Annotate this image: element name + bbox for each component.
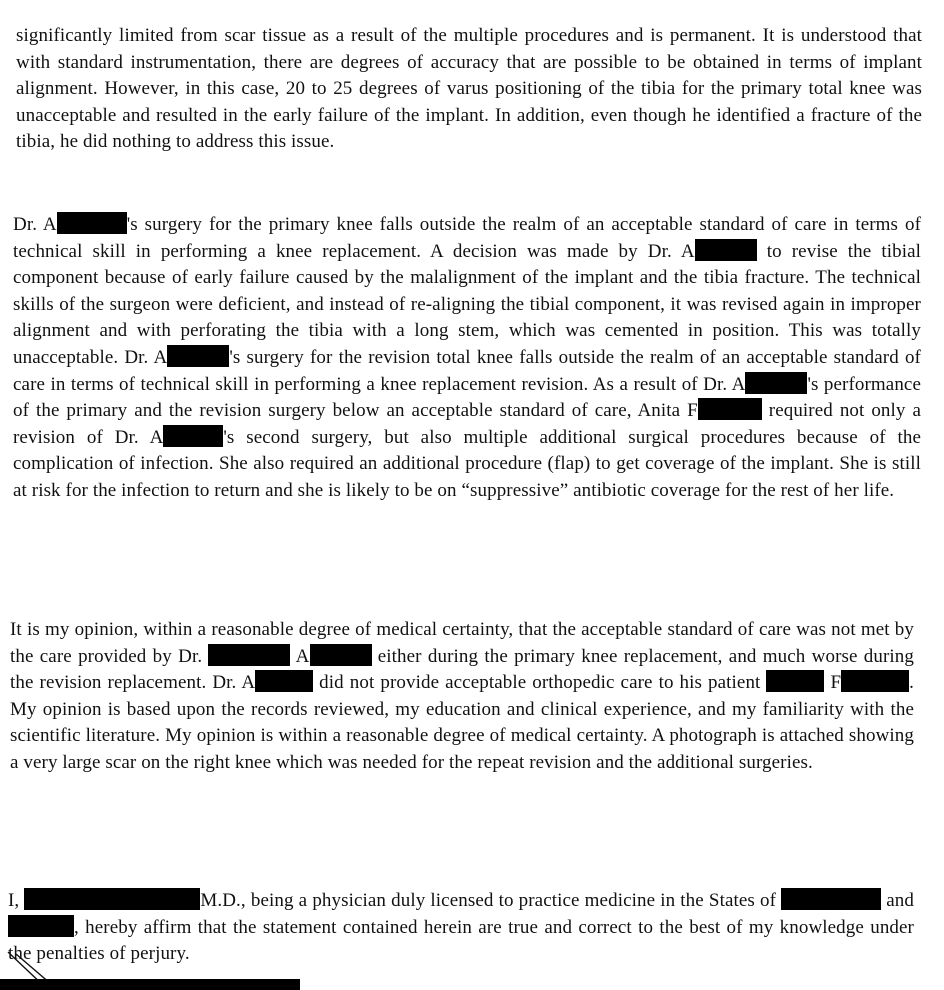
text-segment: 's surgery for the primary knee falls outside the realm of an acceptable standard of care in terms of technical skill in performing a knee replacement. A decision was made by Dr. A	[13, 214, 921, 262]
paragraph-affirmation	[8, 888, 914, 968]
redaction-bar	[310, 644, 372, 666]
text-segment: and	[881, 890, 914, 911]
text-segment: A	[290, 645, 310, 667]
text-segment: 's surgery for the revision total knee falls outside the realm of an acceptable standard of care in terms of technical skill in performing a knee replacement revision. As a result of Dr. A	[13, 346, 921, 395]
redaction-bar	[8, 915, 74, 937]
text-segment: , hereby affirm that the statement contained herein are true and correct to the best of my knowledge under the penalties of perjury.	[8, 916, 914, 965]
text-segment: to revise the tibial component because of early failure caused by the malalignment of the implant and the tibia fracture. The technical skills of the surgeon were deficient, and instead of re-aligning the tibial component, it was revised again in improper alignment and with perforating the tibia with a long stem, which was cemented in position. This was totally unacceptable. Dr. A	[13, 240, 921, 368]
text-segment: 's performance of the primary and the revision surgery below an acceptable standard of care, Anita F	[13, 373, 921, 422]
paragraph-surgical-standard	[13, 212, 921, 505]
redaction-bar	[766, 670, 824, 692]
redaction-bar	[841, 670, 909, 692]
text-segment: M.D., being a physician duly licensed to practice medicine in the States of	[200, 890, 782, 911]
text-segment: did not provide acceptable orthopedic care to his patient	[313, 672, 767, 694]
text-segment: either during the primary knee replacement, and much worse during the revision replacement. Dr. A	[10, 645, 915, 694]
redaction-bar	[24, 888, 200, 910]
redaction-bar	[163, 425, 223, 447]
redaction-bar	[695, 239, 757, 261]
redaction-bar	[57, 212, 127, 234]
text-segment: I,	[8, 890, 25, 911]
redaction-bar	[781, 888, 881, 910]
paragraph-scar-and-alignment: significantly limited from scar tissue as a result of the multiple procedures and is permanent. It is understood that with standard instrumentation, there are degrees of accuracy that are possible to be obtained in terms of implant alignment. However, in this case, 20 to 25 degrees of varus positioning of the tibia for the primary total knee was unacceptable and resulted in the early failure of the implant. In addition, even though he identified a fracture of the tibia, he did nothing to address this issue.	[16, 25, 922, 153]
text-segment: . My opinion is based upon the records reviewed, my education and clinical experience, and my familiarity with the scientific literature. My opinion is within a reasonable degree of medical certainty. A photograph is attached showing a very large scar on the right knee which was needed for the repeat revision and the additional surgeries.	[10, 672, 914, 773]
text-segment: It is my opinion, within a reasonable degree of medical certainty, that the acceptable standard of care was not met by the care provided by Dr.	[10, 619, 914, 667]
text-segment: 's second surgery, but also multiple additional surgical procedures because of the complication of infection. She also required an additional procedure (flap) to get coverage of the implant. She is still at risk for the infection to return and she is likely to be on “suppressive” antibiotic coverage for the rest of her life.	[13, 426, 921, 501]
redaction-bar	[208, 644, 290, 666]
text-segment: F	[824, 672, 842, 694]
text-segment: required not only a revision of Dr. A	[13, 400, 921, 448]
redaction-bar	[698, 398, 762, 420]
text-segment: Dr. A	[13, 214, 57, 235]
redaction-bar	[745, 372, 807, 394]
redaction-bar	[255, 670, 313, 692]
paragraph-medical-opinion	[10, 617, 914, 777]
signature-redaction-bar	[0, 979, 300, 990]
redaction-bar	[167, 345, 229, 367]
